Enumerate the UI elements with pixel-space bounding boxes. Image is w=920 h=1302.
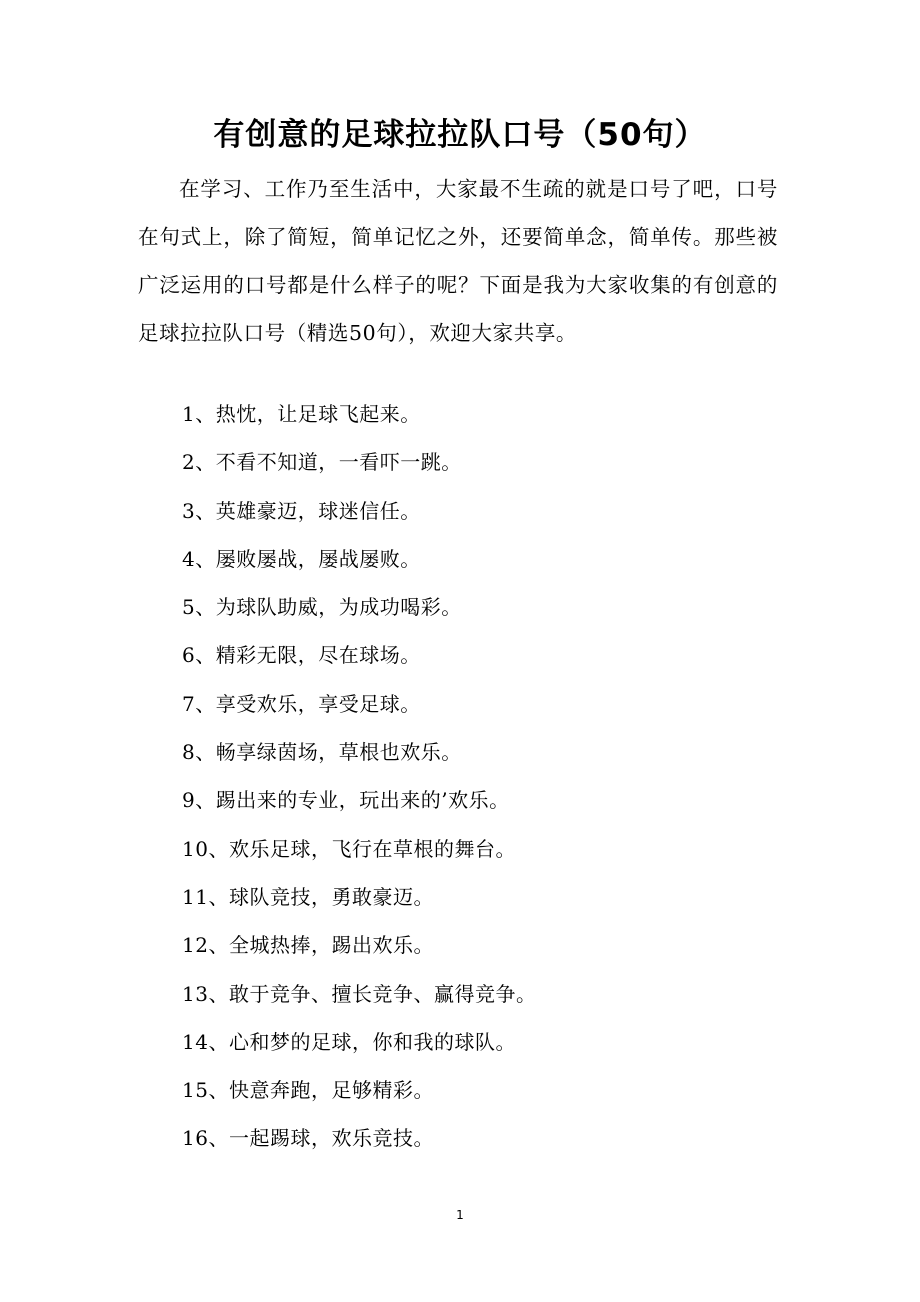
list-item: 7、享受欢乐，享受足球。 xyxy=(182,691,421,716)
list-item: 14、心和梦的足球，你和我的球队。 xyxy=(182,1029,516,1054)
document-title: 有创意的足球拉拉队口号（50句） xyxy=(213,117,707,153)
intro-paragraph: 在学习、工作乃至生活中，大家最不生疏的就是口号了吧，口号在句式上，除了简短，简单记忆之外，还要简单念，简单传。那些被广泛运用的口号都是什么样子的呢？下面是我为大家收集的有创意的足球拉拉队口号（精选50句），欢迎大家共享。 xyxy=(138,177,778,345)
list-item: 5、为球队助威，为成功喝彩。 xyxy=(182,595,462,620)
list-item: 11、球队竞技，勇敢豪迈。 xyxy=(182,884,434,909)
list-item: 13、敢于竞争、擅长竞争、赢得竞争。 xyxy=(182,981,537,1006)
list-item: 3、英雄豪迈，球迷信任。 xyxy=(182,498,421,523)
page-number: 1 xyxy=(456,1208,464,1222)
list-item: 8、畅享绿茵场，草根也欢乐。 xyxy=(182,740,462,765)
list-item: 2、不看不知道，一看吓一跳。 xyxy=(182,450,462,475)
slogan-list xyxy=(182,402,536,1175)
list-item: 9、踢出来的专业，玩出来的’欢乐。 xyxy=(182,788,510,813)
list-item: 12、全城热捧，踢出欢乐。 xyxy=(182,933,434,958)
list-item: 15、快意奔跑，足够精彩。 xyxy=(182,1078,434,1103)
list-item: 10、欢乐足球，飞行在草根的舞台。 xyxy=(182,836,516,861)
list-item: 6、精彩无限，尽在球场。 xyxy=(182,643,421,668)
list-item: 4、屡败屡战，屡战屡败。 xyxy=(182,546,421,571)
list-item: 16、一起踢球，欢乐竞技。 xyxy=(182,1126,434,1151)
list-item: 1、热忱，让足球飞起来。 xyxy=(182,402,421,426)
